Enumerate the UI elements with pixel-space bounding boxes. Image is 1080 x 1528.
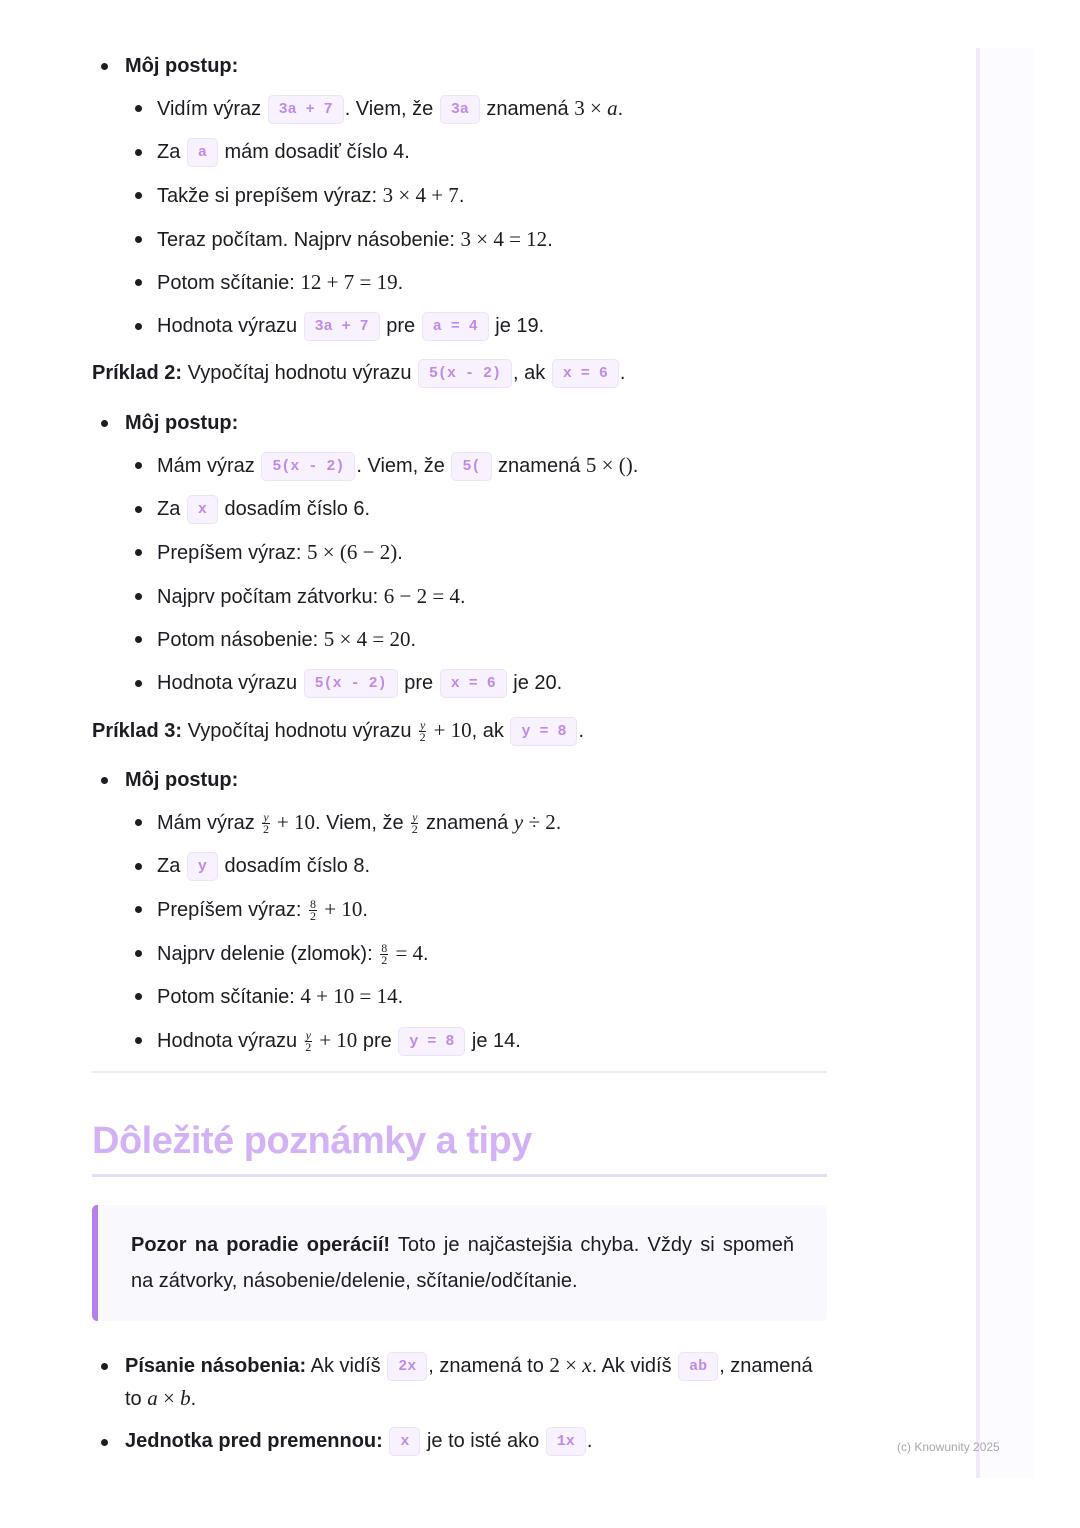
list-item	[125, 619, 827, 663]
text: .	[410, 629, 417, 651]
text: Hodnota výrazu	[157, 314, 303, 337]
text: Teraz počítam. Najprv násobenie:	[157, 228, 461, 251]
math-expression: + 10	[428, 718, 472, 742]
text: .	[547, 228, 553, 251]
inline-code: 5(x - 2)	[418, 359, 512, 388]
math-expression: + 10	[271, 810, 316, 834]
list-item	[125, 933, 827, 977]
inline-code: 1x	[546, 1427, 586, 1456]
text: Potom násobenie:	[157, 629, 324, 651]
text: Mám výraz	[157, 455, 261, 477]
math-expression: 2 × x	[549, 1353, 592, 1377]
fraction	[305, 1027, 312, 1054]
text: Mám výraz	[157, 812, 261, 834]
callout-title: Pozor na poradie operácií!	[131, 1234, 391, 1256]
list-item	[125, 1020, 827, 1064]
text: dosadím číslo 8.	[218, 854, 371, 877]
side-panel	[976, 48, 1034, 1478]
text: je to isté ako	[421, 1430, 545, 1452]
document-content	[92, 48, 827, 1467]
text: Hodnota výrazu	[157, 1029, 303, 1052]
list-item	[125, 663, 827, 707]
tips-list	[92, 1349, 827, 1457]
warning-callout	[92, 1205, 827, 1321]
example-1-steps	[92, 48, 827, 349]
text: Za	[157, 140, 186, 163]
list-item	[125, 88, 827, 132]
inline-code: y	[187, 852, 218, 881]
text: Takže si prepíšem výraz:	[157, 185, 383, 207]
steps-list	[125, 445, 827, 706]
inline-code: x	[187, 495, 218, 524]
math-expression: a × b	[147, 1386, 191, 1410]
inline-code: ab	[678, 1352, 718, 1381]
example-2-steps	[92, 405, 827, 706]
text: .	[555, 812, 562, 834]
inline-code: x = 6	[552, 359, 619, 388]
text: mám dosadiť číslo 4.	[218, 140, 410, 163]
text: Prepíšem výraz:	[157, 542, 308, 564]
numerator: y	[305, 1027, 311, 1042]
text: .	[397, 272, 404, 294]
numerator: 8	[310, 897, 317, 912]
numerator: y	[412, 810, 418, 825]
text: .	[190, 1388, 197, 1410]
inline-code: a	[187, 138, 218, 167]
text: je 19.	[489, 314, 545, 337]
text: Najprv delenie (zlomok):	[157, 942, 379, 965]
tip-title: Písanie násobenia:	[125, 1355, 307, 1377]
text: .	[397, 542, 403, 564]
inline-code: 5(x - 2)	[304, 669, 398, 698]
text	[383, 1430, 389, 1452]
math-expression: 5 × (6 − 2)	[307, 540, 398, 564]
math-expression: 3 × 4 + 7	[382, 183, 459, 207]
text: , znamená to	[125, 1355, 813, 1410]
text: .	[619, 362, 626, 384]
text: Vidím výraz	[157, 98, 267, 120]
text: Za	[157, 497, 186, 520]
math-expression: = 4	[390, 940, 424, 965]
text: . Viem, že	[356, 455, 451, 477]
text: znamená	[420, 812, 514, 834]
list-item	[92, 405, 827, 706]
inline-code: 5(x - 2)	[261, 452, 355, 481]
text: Prepíšem výraz:	[157, 899, 308, 921]
divider	[92, 1071, 827, 1073]
list-item	[125, 132, 827, 176]
example-3-prompt	[92, 712, 827, 762]
steps-heading: Môj postup:	[125, 55, 239, 77]
text: Potom sčítanie:	[157, 272, 301, 294]
text: Ak vidíš	[306, 1355, 387, 1377]
math-expression: 4 + 10 = 14	[300, 984, 398, 1008]
list-item	[125, 489, 827, 533]
callout-text: Toto je najčastejšia chyba. Vždy si spomeň na zátvorky, násobenie/delenie, sčítanie/odčítanie.	[131, 1234, 794, 1292]
example-label: Príklad 3:	[92, 720, 183, 742]
text: pre	[380, 314, 421, 337]
fraction	[262, 812, 269, 835]
text: dosadím číslo 6.	[218, 497, 371, 520]
inline-code: 2x	[387, 1352, 427, 1381]
text: .	[458, 185, 465, 207]
text: .	[632, 455, 639, 477]
fraction	[309, 899, 317, 922]
list-item	[125, 306, 827, 350]
text: je 20.	[507, 671, 563, 694]
denominator: 2	[305, 1039, 312, 1054]
list-item	[125, 802, 827, 846]
math-expression: 12 + 7 = 19	[300, 270, 398, 294]
denominator: 2	[411, 822, 418, 837]
text: znamená	[492, 455, 586, 477]
text: . Viem, že	[315, 812, 410, 834]
text: , ak	[513, 362, 551, 384]
fraction	[419, 720, 426, 743]
inline-code: y = 8	[398, 1027, 465, 1056]
inline-code: 3a + 7	[304, 312, 380, 341]
list-item	[125, 846, 827, 890]
text: , znamená to	[428, 1355, 550, 1377]
denominator: 2	[263, 822, 269, 837]
text: Hodnota výrazu	[157, 671, 303, 694]
inline-code: x = 6	[440, 669, 507, 698]
section-heading: Dôležité poznámky a tipy	[92, 1117, 827, 1177]
tip-title: Jednotka pred premennou:	[125, 1430, 383, 1452]
fraction	[411, 812, 418, 835]
list-item	[125, 445, 827, 489]
math-expression: 3 × a	[574, 96, 618, 120]
text: pre	[398, 671, 439, 694]
math-expression: + 10	[313, 1027, 358, 1052]
list-item	[92, 48, 827, 349]
steps-list	[125, 88, 827, 349]
text: .	[362, 899, 368, 921]
inline-code: 5(	[451, 452, 491, 481]
list-item	[125, 219, 827, 263]
inline-code: x	[389, 1427, 420, 1456]
text: .	[397, 986, 404, 1008]
list-item	[125, 576, 827, 620]
example-label: Príklad 2:	[92, 362, 183, 384]
numerator: y	[263, 810, 269, 825]
math-expression: 5 × ()	[585, 453, 633, 477]
text: . Ak vidíš	[591, 1355, 678, 1377]
text: .	[586, 1430, 593, 1452]
text: Potom sčítanie:	[157, 986, 301, 1008]
text: Najprv počítam zátvorku:	[157, 585, 384, 608]
denominator: 2	[419, 730, 426, 745]
list-item	[125, 262, 827, 306]
example-3-steps	[92, 762, 827, 1063]
steps-heading: Môj postup:	[125, 412, 239, 434]
steps-heading: Môj postup:	[125, 769, 239, 791]
text: .	[459, 585, 466, 608]
math-expression: + 10	[319, 897, 363, 921]
list-item	[125, 889, 827, 933]
math-expression: y ÷ 2	[513, 810, 556, 834]
list-item	[125, 532, 827, 576]
math-expression: 5 × 4 = 20	[323, 627, 411, 651]
fraction	[380, 940, 388, 967]
text: .	[423, 942, 429, 965]
text: .	[617, 98, 624, 120]
text: Za	[157, 854, 186, 877]
steps-list	[125, 802, 827, 1063]
example-2-prompt	[92, 355, 827, 405]
list-item	[125, 976, 827, 1020]
text: pre	[357, 1029, 398, 1052]
inline-code: 3a	[440, 95, 480, 124]
inline-code: 3a + 7	[268, 95, 344, 124]
list-item	[125, 175, 827, 219]
copyright-footer: (c) Knowunity 2025	[897, 1440, 1000, 1454]
text: znamená	[480, 98, 575, 120]
math-expression: 3 × 4 = 12	[460, 226, 548, 251]
text: . Viem, že	[344, 98, 439, 120]
list-item	[92, 1349, 827, 1415]
inline-code: a = 4	[422, 312, 489, 341]
text: , ak	[471, 720, 510, 742]
text: je 14.	[466, 1029, 521, 1052]
numerator: 8	[381, 940, 388, 955]
text: Vypočítaj hodnotu výrazu	[182, 720, 417, 742]
numerator: y	[420, 718, 426, 733]
denominator: 2	[381, 952, 388, 967]
math-expression: 6 − 2 = 4	[383, 583, 460, 608]
text: Vypočítaj hodnotu výrazu	[182, 362, 417, 384]
inline-code: y = 8	[510, 717, 577, 746]
text: .	[578, 720, 585, 742]
list-item	[92, 762, 827, 1063]
denominator: 2	[310, 909, 317, 924]
list-item	[92, 1425, 827, 1457]
